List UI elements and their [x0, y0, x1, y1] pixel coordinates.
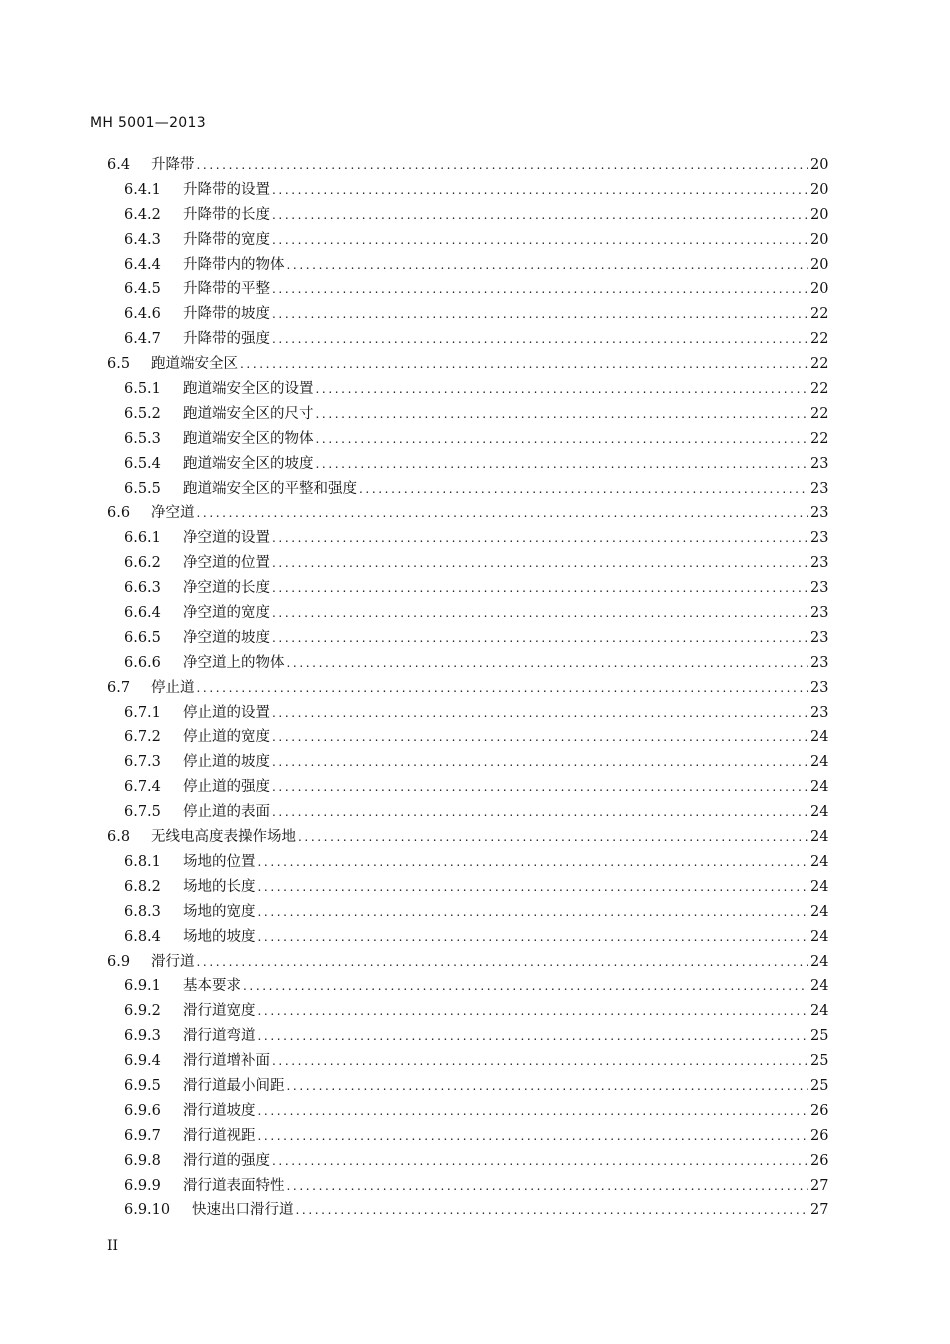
toc-entry	[0, 526, 828, 551]
toc-entry-number: 6.7.1	[124, 704, 161, 721]
toc-entry-title: 升降带的坡度	[183, 306, 270, 323]
toc-entry	[0, 377, 828, 402]
toc-entry	[0, 1124, 828, 1149]
toc-entry-number: 6.9.5	[124, 1077, 161, 1094]
toc-entry-number: 6.6.3	[124, 580, 161, 597]
toc-entry	[0, 203, 828, 228]
toc-entry-number: 6.8.2	[124, 878, 161, 895]
toc-entry-number: 6.9.7	[124, 1127, 161, 1144]
toc-entry-page: 23	[810, 605, 829, 622]
toc-dot-leader	[287, 253, 809, 278]
toc-entry-number: 6.4.7	[124, 331, 161, 348]
toc-dot-leader	[287, 1074, 809, 1099]
toc-entry-number: 6.4.6	[124, 306, 161, 323]
toc-entry-title: 场地的宽度	[183, 903, 256, 920]
toc-entry-number: 6.8	[107, 829, 131, 846]
toc-entry-page: 24	[810, 903, 829, 920]
document-code: MH 5001—2013	[90, 115, 206, 131]
toc-entry-page: 23	[810, 455, 829, 472]
toc-entry-number: 6.5.1	[124, 381, 161, 398]
toc-entry	[0, 1198, 828, 1223]
toc-entry-page: 24	[810, 928, 829, 945]
toc-entry-page: 27	[810, 1202, 829, 1219]
toc-dot-leader	[272, 228, 808, 253]
toc-entry	[0, 327, 828, 352]
toc-entry-page: 23	[810, 679, 829, 696]
toc-entry-page: 20	[810, 231, 829, 248]
toc-dot-leader	[316, 402, 809, 427]
toc-entry-number: 6.7.4	[124, 779, 161, 796]
toc-entry-title: 升降带的宽度	[183, 231, 270, 248]
toc-entry-title: 升降带的设置	[183, 181, 270, 198]
toc-entry-title: 停止道的坡度	[183, 754, 270, 771]
toc-entry-page: 26	[810, 1102, 829, 1119]
toc-entry	[0, 775, 828, 800]
toc-entry	[0, 950, 828, 975]
toc-dot-leader	[296, 1198, 809, 1223]
toc-entry-title: 滑行道弯道	[183, 1028, 256, 1045]
toc-entry	[0, 1149, 828, 1174]
toc-entry	[0, 402, 828, 427]
toc-entry	[0, 601, 828, 626]
toc-entry-number: 6.4.1	[124, 181, 161, 198]
toc-entry-page: 22	[810, 356, 829, 373]
toc-dot-leader	[272, 302, 808, 327]
toc-dot-leader	[272, 327, 808, 352]
toc-entry-number: 6.7.5	[124, 804, 161, 821]
toc-entry-page: 22	[810, 331, 829, 348]
toc-entry	[0, 825, 828, 850]
toc-entry-page: 23	[810, 505, 829, 522]
toc-entry-title: 净空道的宽度	[183, 605, 270, 622]
toc-entry-number: 6.5.2	[124, 405, 161, 422]
toc-entry-page: 24	[810, 729, 829, 746]
toc-entry-title: 场地的坡度	[183, 928, 256, 945]
toc-entry-title: 停止道	[151, 679, 195, 696]
toc-entry-number: 6.9.4	[124, 1053, 161, 1070]
toc-entry-title: 升降带内的物体	[183, 256, 285, 273]
toc-entry	[0, 701, 828, 726]
toc-entry-page: 23	[810, 555, 829, 572]
toc-entry-page: 26	[810, 1152, 829, 1169]
toc-dot-leader	[272, 725, 808, 750]
toc-dot-leader	[287, 1174, 809, 1199]
toc-entry-title: 升降带	[151, 157, 195, 173]
toc-entry-page: 24	[810, 953, 829, 970]
toc-dot-leader	[258, 1099, 809, 1124]
toc-dot-leader	[258, 850, 809, 875]
toc-entry	[0, 551, 828, 576]
toc-entry-page: 25	[810, 1053, 829, 1070]
toc-entry-title: 滑行道的强度	[183, 1152, 270, 1169]
toc-entry-page: 20	[810, 256, 829, 273]
toc-dot-leader	[272, 775, 808, 800]
toc-entry-title: 场地的位置	[183, 853, 256, 870]
page-number: II	[107, 1238, 119, 1254]
toc-entry	[0, 302, 828, 327]
toc-entry	[0, 925, 828, 950]
toc-entry	[0, 427, 828, 452]
toc-dot-leader	[240, 352, 808, 377]
toc-entry-title: 滑行道	[151, 953, 195, 970]
toc-entry-page: 20	[810, 281, 829, 298]
toc-entry-title: 净空道的设置	[183, 530, 270, 547]
toc-entry-title: 跑道端安全区的尺寸	[183, 405, 314, 422]
toc-entry-number: 6.7	[107, 679, 131, 696]
toc-entry	[0, 576, 828, 601]
toc-entry-number: 6.4.4	[124, 256, 161, 273]
toc-dot-leader	[272, 203, 808, 228]
toc-entry-page: 20	[810, 206, 829, 223]
toc-entry	[0, 974, 828, 999]
toc-entry	[0, 277, 828, 302]
toc-dot-leader	[272, 1049, 808, 1074]
toc-entry-number: 6.9.6	[124, 1102, 161, 1119]
toc-entry-title: 升降带的长度	[183, 206, 270, 223]
toc-entry-number: 6.6.6	[124, 654, 161, 671]
toc-entry-page: 25	[810, 1028, 829, 1045]
toc-entry-page: 24	[810, 829, 829, 846]
toc-entry-number: 6.9.1	[124, 978, 161, 995]
toc-entry-page: 24	[810, 779, 829, 796]
toc-entry-page: 23	[810, 480, 829, 497]
toc-entry	[0, 1049, 828, 1074]
toc-dot-leader	[272, 800, 808, 825]
toc-entry-title: 净空道的位置	[183, 555, 270, 572]
toc-entry-title: 基本要求	[183, 978, 241, 995]
toc-entry-number: 6.8.1	[124, 853, 161, 870]
toc-entry	[0, 999, 828, 1024]
toc-entry-page: 24	[810, 978, 829, 995]
toc-dot-leader	[197, 676, 809, 701]
toc-entry-page: 23	[810, 580, 829, 597]
toc-entry-page: 24	[810, 1003, 829, 1020]
toc-entry-number: 6.4.2	[124, 206, 161, 223]
toc-dot-leader	[298, 825, 808, 850]
toc-entry	[0, 228, 828, 253]
toc-entry	[0, 1074, 828, 1099]
table-of-contents	[0, 153, 950, 1223]
toc-entry-page: 23	[810, 629, 829, 646]
toc-dot-leader	[272, 1149, 808, 1174]
toc-entry-title: 升降带的平整	[183, 281, 270, 298]
toc-dot-leader	[272, 626, 808, 651]
toc-entry-page: 24	[810, 754, 829, 771]
toc-dot-leader	[243, 974, 808, 999]
toc-entry-number: 6.6.4	[124, 605, 161, 622]
toc-dot-leader	[316, 377, 809, 402]
toc-entry-number: 6.9.9	[124, 1177, 161, 1194]
toc-entry-page: 25	[810, 1077, 829, 1094]
toc-entry-page: 26	[810, 1127, 829, 1144]
toc-entry-title: 无线电高度表操作场地	[151, 829, 296, 846]
toc-entry-page: 23	[810, 530, 829, 547]
toc-dot-leader	[272, 551, 808, 576]
toc-entry-title: 跑道端安全区的物体	[183, 430, 314, 447]
toc-entry-title: 滑行道坡度	[183, 1102, 256, 1119]
toc-entry-page: 20	[810, 181, 829, 198]
toc-entry	[0, 253, 828, 278]
toc-dot-leader	[272, 601, 808, 626]
toc-entry-title: 滑行道视距	[183, 1127, 256, 1144]
toc-entry-page: 22	[810, 306, 829, 323]
toc-entry	[0, 1024, 828, 1049]
toc-entry-title: 停止道的设置	[183, 704, 270, 721]
toc-entry-title: 滑行道表面特性	[183, 1177, 285, 1194]
toc-entry-number: 6.9.3	[124, 1028, 161, 1045]
toc-dot-leader	[258, 999, 809, 1024]
toc-entry-number: 6.9.8	[124, 1152, 161, 1169]
toc-dot-leader	[272, 750, 808, 775]
toc-entry-title: 停止道的表面	[183, 804, 270, 821]
toc-dot-leader	[287, 651, 809, 676]
toc-entry	[0, 501, 828, 526]
toc-entry-title: 净空道的长度	[183, 580, 270, 597]
toc-entry	[0, 875, 828, 900]
toc-entry-number: 6.4.3	[124, 231, 161, 248]
toc-dot-leader	[197, 501, 809, 526]
toc-entry	[0, 651, 828, 676]
toc-dot-leader	[316, 452, 809, 477]
toc-dot-leader	[272, 526, 808, 551]
toc-entry-title: 升降带的强度	[183, 331, 270, 348]
toc-dot-leader	[258, 875, 809, 900]
toc-entry	[0, 1174, 828, 1199]
toc-dot-leader	[359, 477, 808, 502]
toc-dot-leader	[272, 701, 808, 726]
toc-entry-number: 6.8.3	[124, 903, 161, 920]
toc-entry-number: 6.8.4	[124, 928, 161, 945]
toc-entry-title: 跑道端安全区的设置	[183, 381, 314, 398]
toc-dot-leader	[272, 277, 808, 302]
toc-entry-title: 净空道的坡度	[183, 629, 270, 646]
toc-entry-page: 24	[810, 853, 829, 870]
toc-entry-number: 6.5	[107, 356, 131, 373]
toc-entry-title: 快速出口滑行道	[192, 1202, 294, 1219]
toc-entry	[0, 1099, 828, 1124]
toc-entry-number: 6.6	[107, 505, 131, 522]
toc-entry-page: 27	[810, 1177, 829, 1194]
toc-entry	[0, 452, 828, 477]
toc-entry	[0, 477, 828, 502]
toc-entry-number: 6.9	[107, 953, 131, 970]
toc-entry-page: 22	[810, 381, 829, 398]
toc-entry-page: 24	[810, 804, 829, 821]
toc-entry	[0, 750, 828, 775]
toc-entry-title: 跑道端安全区	[151, 356, 238, 373]
toc-entry	[0, 352, 828, 377]
toc-entry-number: 6.6.2	[124, 555, 161, 572]
toc-dot-leader	[258, 925, 809, 950]
toc-entry-number: 6.5.4	[124, 455, 161, 472]
toc-entry-title: 场地的长度	[183, 878, 256, 895]
toc-dot-leader	[197, 153, 809, 178]
toc-entry-title: 停止道的宽度	[183, 729, 270, 746]
toc-entry	[0, 626, 828, 651]
toc-entry-number: 6.9.2	[124, 1003, 161, 1020]
toc-entry-number: 6.6.1	[124, 530, 161, 547]
toc-entry-title: 滑行道宽度	[183, 1003, 256, 1020]
toc-entry-title: 滑行道增补面	[183, 1053, 270, 1070]
toc-entry	[0, 153, 828, 178]
toc-entry	[0, 178, 828, 203]
toc-entry-number: 6.9.10	[124, 1202, 171, 1219]
toc-entry-page: 23	[810, 704, 829, 721]
toc-dot-leader	[197, 950, 809, 975]
toc-entry-number: 6.5.3	[124, 430, 161, 447]
toc-dot-leader	[258, 1124, 809, 1149]
toc-entry	[0, 850, 828, 875]
toc-entry-page: 22	[810, 430, 829, 447]
toc-entry-number: 6.6.5	[124, 629, 161, 646]
toc-entry-number: 6.7.3	[124, 754, 161, 771]
toc-entry-page: 23	[810, 654, 829, 671]
toc-entry	[0, 725, 828, 750]
toc-entry-number: 6.5.5	[124, 480, 161, 497]
toc-entry-number: 6.4	[107, 157, 131, 173]
toc-entry-title: 跑道端安全区的坡度	[183, 455, 314, 472]
toc-entry-title: 滑行道最小间距	[183, 1077, 285, 1094]
toc-dot-leader	[272, 178, 808, 203]
toc-entry-number: 6.4.5	[124, 281, 161, 298]
toc-entry	[0, 900, 828, 925]
toc-entry-page: 20	[810, 157, 829, 173]
toc-entry-title: 停止道的强度	[183, 779, 270, 796]
toc-dot-leader	[316, 427, 809, 452]
toc-dot-leader	[272, 576, 808, 601]
toc-entry	[0, 676, 828, 701]
toc-entry-page: 22	[810, 405, 829, 422]
toc-dot-leader	[258, 1024, 809, 1049]
toc-dot-leader	[258, 900, 809, 925]
toc-entry-title: 净空道	[151, 505, 195, 522]
toc-entry-number: 6.7.2	[124, 729, 161, 746]
toc-entry-title: 跑道端安全区的平整和强度	[183, 480, 357, 497]
toc-entry	[0, 800, 828, 825]
toc-entry-title: 净空道上的物体	[183, 654, 285, 671]
toc-entry-page: 24	[810, 878, 829, 895]
